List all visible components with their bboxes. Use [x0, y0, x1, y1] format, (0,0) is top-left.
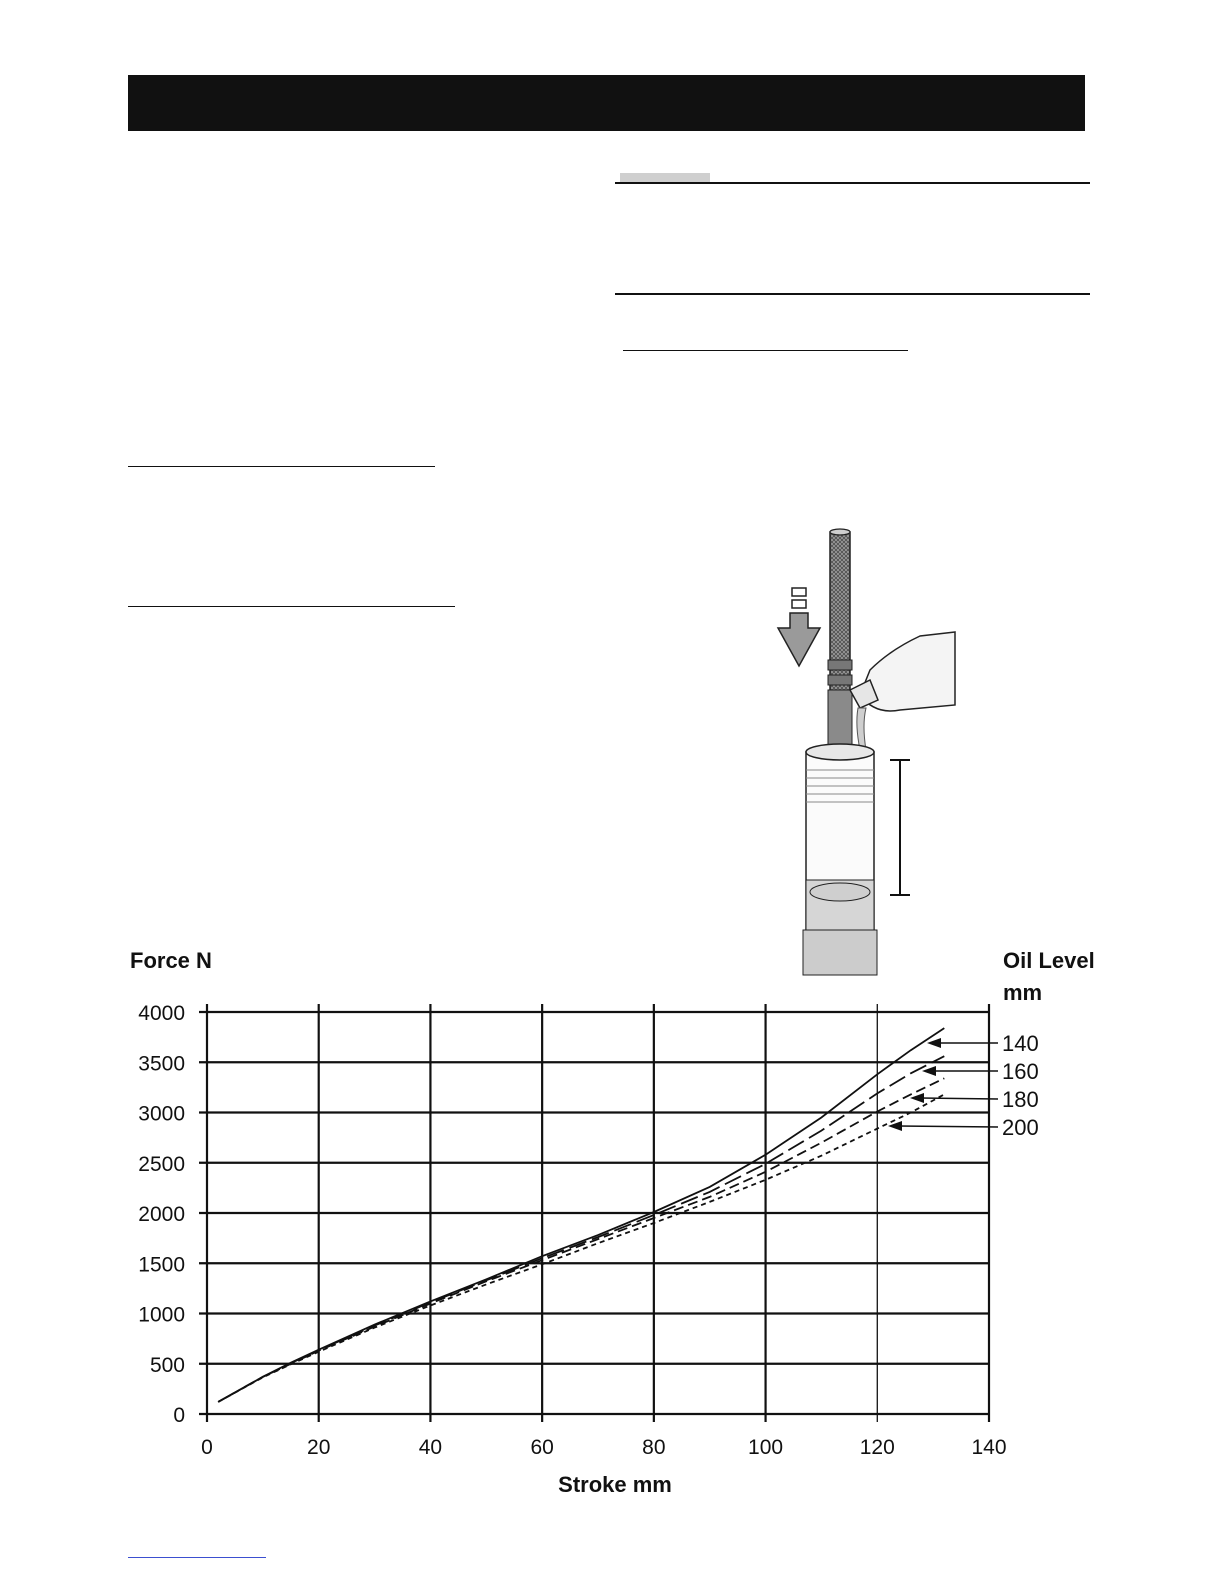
y-axis-label: Force N: [130, 948, 212, 973]
legend-label-180: 180: [1002, 1087, 1039, 1112]
x-tick-label: 20: [307, 1436, 331, 1459]
legend-arrowhead-140: [927, 1038, 941, 1048]
x-tick-label: 120: [859, 1436, 895, 1459]
grid-layer: [199, 1004, 989, 1422]
legend-arrowhead-200: [888, 1121, 902, 1131]
x-tick-label: 60: [530, 1436, 554, 1459]
legend-label-140: 140: [1002, 1031, 1039, 1056]
series-line-200: [218, 1094, 944, 1402]
x-tick-label: 0: [201, 1436, 213, 1459]
x-tick-label: 100: [748, 1436, 784, 1459]
legend-arrowhead-180: [910, 1093, 924, 1103]
y-tick-label: 1000: [138, 1303, 185, 1327]
y-tick-label: 3500: [138, 1052, 185, 1076]
y-tick-label: 4000: [138, 1002, 185, 1025]
y-tick-label: 3000: [138, 1102, 185, 1126]
x-tick-label: 80: [642, 1436, 666, 1459]
legend-arrow-200: [898, 1126, 998, 1127]
series-line-180: [218, 1078, 944, 1402]
y-tick-label: 1500: [138, 1253, 185, 1277]
legend-arrow-180: [920, 1098, 998, 1099]
y-tick-label: 0: [173, 1404, 185, 1427]
legend-label-200: 200: [1002, 1115, 1039, 1140]
y-tick-label: 500: [149, 1353, 185, 1377]
series-line-160: [218, 1056, 944, 1402]
legend-title-line-1: Oil Level: [1003, 948, 1095, 973]
x-axis-label: Stroke mm: [558, 1472, 672, 1497]
x-tick-label: 140: [971, 1436, 1007, 1459]
x-tick-label: 40: [418, 1436, 443, 1459]
series-layer: [218, 1028, 944, 1402]
legend-title-line-2: mm: [1003, 980, 1043, 1005]
y-tick-label: 2000: [138, 1203, 185, 1226]
legend-layer: [888, 1031, 1039, 1140]
y-tick-label: 2500: [138, 1152, 185, 1176]
tick-layer: [138, 1002, 1006, 1459]
legend-label-160: 160: [1002, 1059, 1039, 1084]
